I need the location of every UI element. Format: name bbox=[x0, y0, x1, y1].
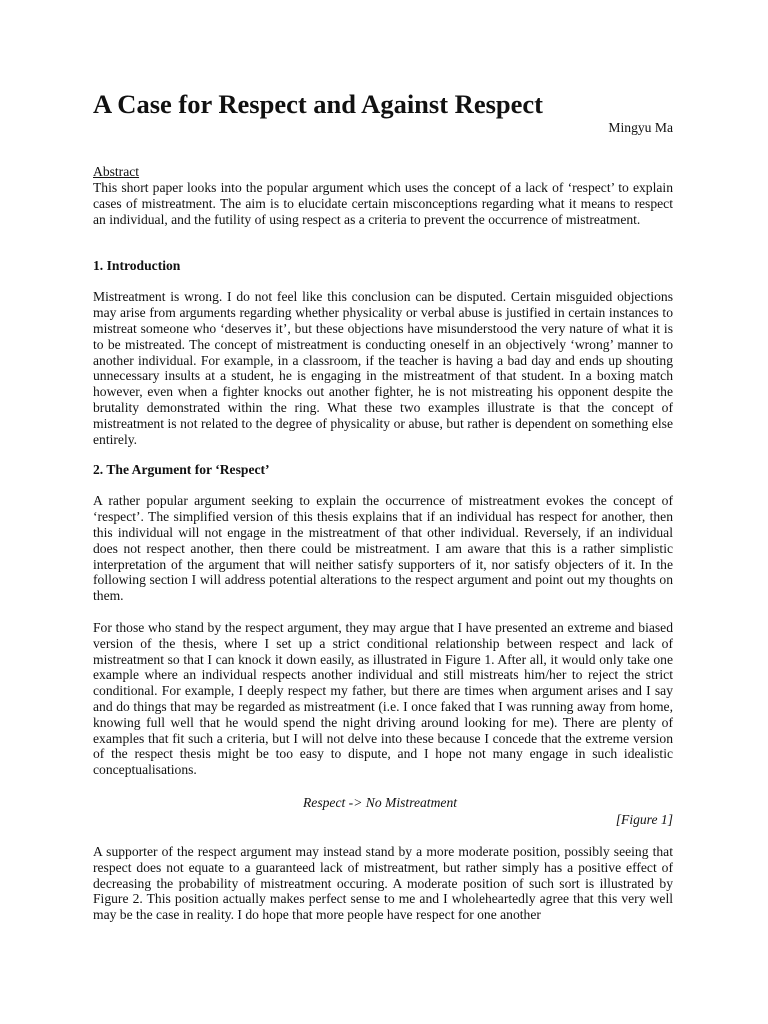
figure-1-label: [Figure 1] bbox=[615, 811, 673, 827]
argument-paragraph-2: For those who stand by the respect argument, they may argue that I have presented an extreme and biased version of the thesis, where I set up a strict conditional relationship between respect and lack of mistreatment so that I can knock it down easily, as illustrated in Figure 1. After all, it would only take one example where an individual respects another individual and still mistreats him/her to reject the strict conditional. For example, I deeply respect my father, but there are times when argument arises and I say and do things that may be regarded as mistreatment (i.e. I once faked that I was running away from home, knowing full well that he would spend the night driving around looking for me). There are plenty of examples that fit such a criteria, but I will not delve into these because I concede that the extreme version of the respect thesis might be too easy to dispute, and I hope not many engage in such idealistic conceptualisations. bbox=[93, 619, 673, 778]
section-heading-introduction: 1. Introduction bbox=[93, 258, 181, 274]
section-heading-argument: 2. The Argument for ‘Respect’ bbox=[93, 462, 270, 478]
introduction-paragraph: Mistreatment is wrong. I do not feel like this conclusion can be disputed. Certain misguided objections may arise from arguments regarding whether physicality or verbal abuse is justified in certain instances to mistreat someone who ‘deserves it’, but these objections have misunderstood the very nature of what it is to be mistreated. The concept of mistreatment is conducting oneself in an objectively ‘wrong’ manner to another individual. For example, in a classroom, if the teacher is having a bad day and ends up shouting unnecessary insults at a student, he is engaging in the mistreatment of that student. In a boxing match however, even when a fighter knocks out another fighter, he is not mistreating his opponent despite the brutality demonstrated within the ring. What these two examples illustrate is that the concept of mistreatment is not related to the degree of physicality or abuse, but rather is dependent on something else entirely. bbox=[93, 289, 673, 447]
argument-paragraph-1: A rather popular argument seeking to explain the occurrence of mistreatment evokes the concept of ‘respect’. The simplified version of this thesis explains that if an individual has respect for another, then this individual will not engage in the mistreatment of that other individual. Reversely, if an individual does not respect another, then there could be mistreatment. I am aware that this is a rather simplistic interpretation of the argument that will neither satisfy supporters of it, nor satisfy objecters of it. In the following section I will address potential alterations to the respect argument and point out my thoughts on them. bbox=[93, 493, 673, 604]
abstract-heading: Abstract bbox=[93, 164, 140, 179]
argument-paragraph-3: A supporter of the respect argument may instead stand by a more moderate position, possibly seeing that respect does not equate to a guaranteed lack of mistreatment, but rather simply has a positive effect of decreasing the probability of mistreatment occuring. A moderate position of such sort is illustrated by Figure 2. This position actually makes perfect sense to me and I wholeheartedly agree that this very well may be the case in reality. I do hope that more people have respect for one another bbox=[93, 843, 673, 923]
paper-title: A Case for Respect and Against Respect bbox=[93, 89, 543, 119]
figure-1-formula: Respect -> No Mistreatment bbox=[303, 794, 458, 810]
abstract-text: This short paper looks into the popular argument which uses the concept of a lack of ‘respect’ to explain cases of mistreatment. The aim is to elucidate certain misconceptions regarding what it means to respect an individual, and the futility of using respect as a criteria to prevent the occurrence of mistreatment. bbox=[93, 180, 673, 227]
author-name: Mingyu Ma bbox=[608, 120, 673, 135]
document-body bbox=[93, 85, 673, 923]
